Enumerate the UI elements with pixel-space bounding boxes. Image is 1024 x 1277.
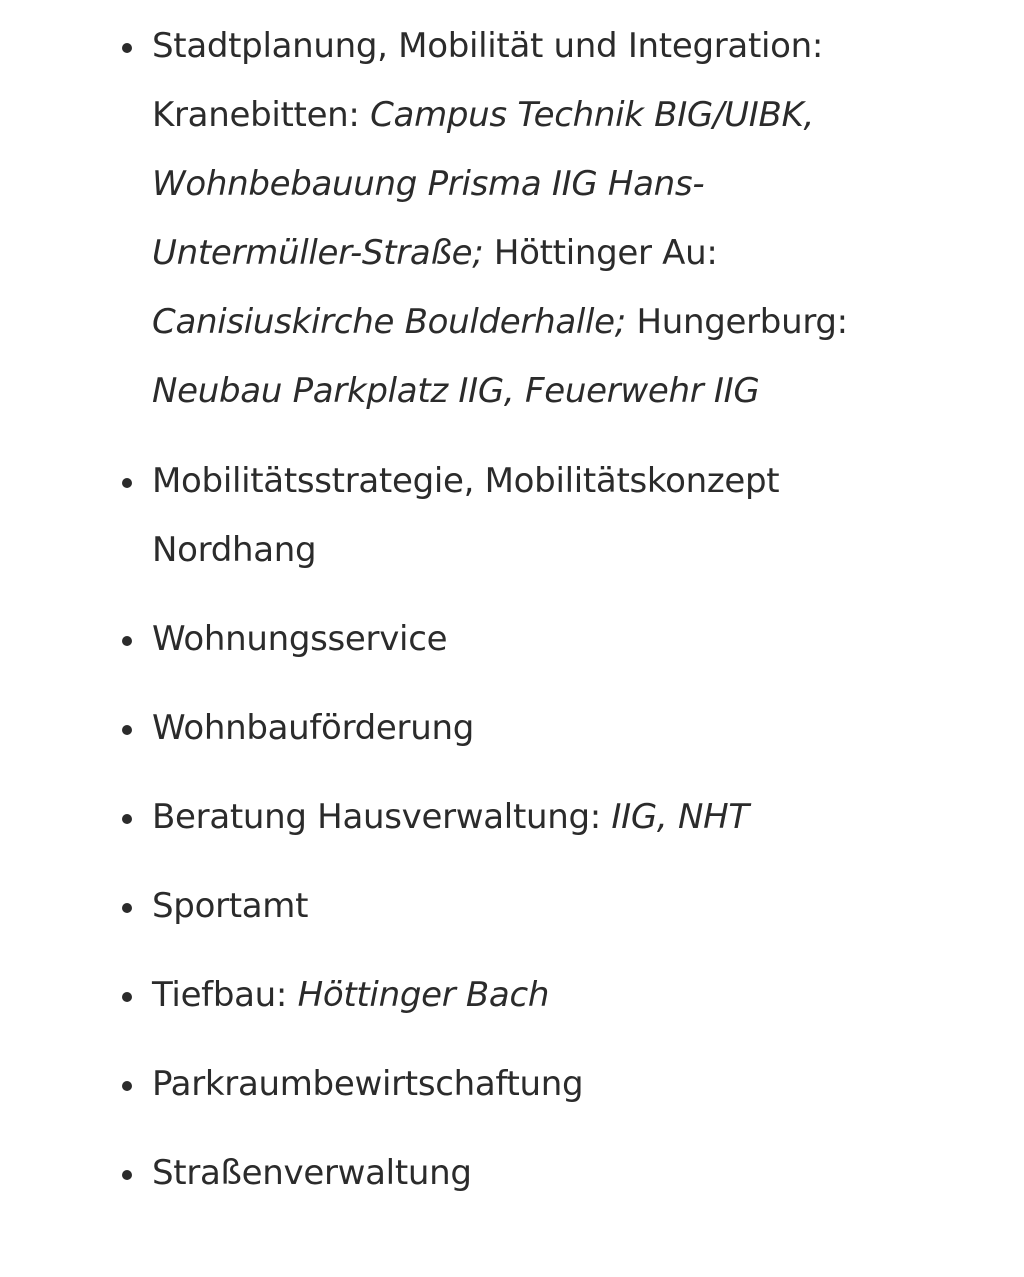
item-text: Sportamt — [152, 886, 309, 926]
item-text: Beratung Hausverwaltung: — [152, 797, 612, 837]
item-text: Tiefbau: — [152, 975, 298, 1015]
list-item — [0, 447, 1024, 585]
item-text: Wohnbauförderung — [152, 708, 475, 748]
item-text-italic: Campus Technik BIG/UIBK, Wohnbebauung Prisma IIG Hans-Untermüller-Straße; — [152, 95, 814, 273]
item-text-italic: Neubau Parkplatz IIG, Feuerwehr IIG — [152, 371, 760, 411]
list-item — [0, 961, 1024, 1030]
item-text-italic: Höttinger Bach — [297, 975, 550, 1015]
list-item — [0, 783, 1024, 852]
list-item — [0, 1050, 1024, 1119]
item-text: Höttinger Au: — [483, 233, 718, 273]
item-text: Wohnungsservice — [152, 619, 448, 659]
item-text-italic: Canisiuskirche Boulderhalle; — [152, 302, 626, 342]
bullet-list — [0, 12, 1024, 1228]
item-text: Straßenverwaltung — [152, 1153, 472, 1193]
item-text: Hungerburg: — [625, 302, 848, 342]
list-item — [0, 12, 1024, 426]
list-item — [0, 872, 1024, 941]
item-text: Mobilitätsstrategie, Mobilitätskonzept Nordhang — [152, 461, 780, 570]
item-text: Parkraumbewirtschaftung — [152, 1064, 584, 1104]
list-item — [0, 694, 1024, 763]
list-item — [0, 605, 1024, 674]
item-text: Stadtplanung, Mobilität und Integration: Kranebitten: — [152, 26, 824, 135]
item-text-italic: IIG, NHT — [611, 797, 749, 837]
list-item — [0, 1139, 1024, 1208]
